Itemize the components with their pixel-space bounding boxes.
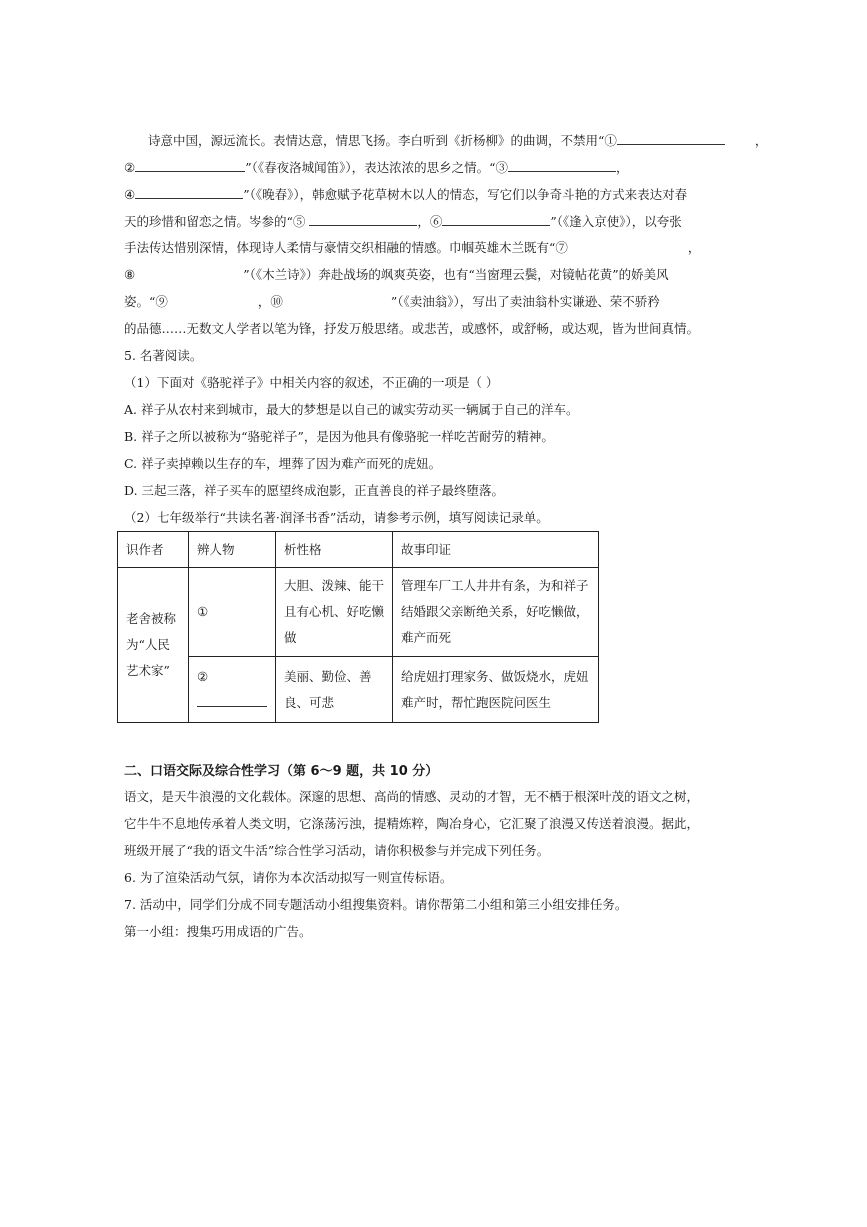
q5-option-c[interactable]: C. 祥子卖掉赖以生存的车，埋葬了因为难产而死的虎妞。: [124, 456, 442, 471]
poem-text: ”（《晚春》），韩愈赋予花草树木以人的情态，写它们以争奇斗艳的方式来表达对春: [243, 187, 688, 202]
poem-text: ，: [754, 133, 768, 148]
trait-cell: 大胆、泼辣、能干且有心机、好吃懒做: [276, 568, 393, 657]
poem-line-6: [124, 265, 669, 285]
reading-record-table: [117, 531, 599, 723]
q5-option-b[interactable]: B. 祥子之所以被称为“骆驼祥子”，是因为他具有像骆驼一样吃苦耐劳的精神。: [124, 429, 554, 444]
poem-line-2: [124, 157, 629, 178]
table-header-row: [118, 532, 599, 568]
header-cell: 析性格: [276, 532, 393, 568]
poem-text: ，⑩: [257, 294, 283, 309]
poem-line-1: [148, 130, 767, 151]
poem-line-3: [124, 184, 687, 205]
poem-text: ”（《卖油翁》），写出了卖油翁朴实谦逊、荣不骄矜: [390, 294, 660, 309]
header-cell: 故事印证: [393, 532, 599, 568]
poem-line-8: [124, 319, 699, 339]
person-cell[interactable]: [189, 657, 276, 723]
trait-cell: 美丽、勤俭、善良、可悲: [276, 657, 393, 723]
poem-text: ”（《逢入京使》），以夸张: [550, 214, 682, 229]
header-cell: 辨人物: [189, 532, 276, 568]
poem-text: ⑧: [124, 267, 136, 282]
q5-option-d[interactable]: D. 三起三落，祥子买车的愿望终成泡影，正直善良的祥子最终堕落。: [124, 483, 505, 498]
story-cell: 给虎妞打理家务、做饭烧水，虎妞难产时，帮忙跑医院问医生: [393, 657, 599, 723]
section-2-para-2: 它牛牛不息地传承着人类文明，它涤荡污浊，提精炼粹，陶冶身心，它汇聚了浪漫又传送着浪漫。据此，: [124, 816, 700, 831]
blank-5[interactable]: [309, 211, 417, 226]
person-blank[interactable]: [197, 692, 267, 707]
question-6: 6. 为了渲染活动气氛，请你为本次活动拟写一则宣传标语。: [124, 870, 453, 885]
poem-line-7: [124, 292, 660, 312]
poem-text: 诗意中国，源远流长。表情达意，情思飞扬。李白听到《折杨柳》的曲调，不禁用“①: [148, 133, 617, 148]
blank-3[interactable]: [508, 157, 616, 172]
author-cell: 老舍被称为“人民艺术家”: [118, 568, 189, 723]
blank-9[interactable]: [168, 292, 258, 306]
story-cell: 管理车厂工人井井有条，为和祥子结婚跟父亲断绝关系，好吃懒做，难产而死: [393, 568, 599, 657]
poem-text: ，⑥: [417, 214, 443, 229]
q5-title: 5. 名著阅读。: [124, 348, 203, 363]
poem-line-5: [124, 238, 700, 258]
group-1-task: 第一小组：搜集巧用成语的广告。: [124, 924, 312, 939]
table-row: [118, 657, 599, 723]
section-2-para-1: 语文，是天牛浪漫的文化载体。深邃的思想、高尚的情感、灵动的才智，无不栖于根深叶茂的语文之树，: [124, 789, 700, 804]
header-cell: 识作者: [118, 532, 189, 568]
poem-text: 姿。“⑨: [124, 294, 168, 309]
person-cell[interactable]: ①: [189, 568, 276, 657]
blank-8[interactable]: [135, 265, 243, 279]
poem-text: ”（《春夜洛城闻笛》），表达浓浓的思乡之情。“③: [245, 160, 509, 175]
table-row: [118, 568, 599, 657]
person-number: ②: [197, 668, 209, 684]
blank-10[interactable]: [283, 292, 391, 306]
poem-text: 手法传达惜别深情，体现诗人柔情与豪情交织相融的情感。巾帼英雄木兰既有“⑦: [124, 240, 568, 255]
q5-sub2: （2）七年级举行“共读名著·润泽书香”活动，请参考示例，填写阅读记录单。: [124, 510, 549, 525]
blank-2[interactable]: [135, 157, 245, 172]
poem-text: ”（《木兰诗》）奔赴战场的飒爽英姿，也有“当窗理云鬓，对镜帖花黄”的娇美风: [243, 267, 669, 282]
blank-7[interactable]: [568, 238, 688, 252]
poem-text: 天的珍惜和留恋之情。岑参的“⑤: [124, 214, 306, 229]
poem-text: ④: [124, 187, 136, 202]
poem-text: ②: [124, 160, 136, 175]
section-2-title: 二、口语交际及综合性学习（第 6～9 题，共 10 分）: [124, 764, 439, 779]
blank-6[interactable]: [442, 211, 550, 226]
q5-option-a[interactable]: A. 祥子从农村来到城市，最大的梦想是以自己的诚实劳动买一辆属于自己的洋车。: [124, 402, 579, 417]
poem-text: 的品德……无数文人学者以笔为锋，抒发万般思绪。或悲苦，或感怀，或舒畅，或达观，皆为世间真情。: [124, 321, 700, 336]
poem-text: ，: [616, 160, 629, 175]
q5-sub1: （1）下面对《骆驼祥子》中相关内容的叙述，不正确的一项是（ ）: [124, 375, 499, 390]
blank-4[interactable]: [135, 184, 243, 199]
blank-1[interactable]: [617, 130, 725, 145]
poem-line-4: [124, 211, 682, 232]
poem-text: ，: [687, 240, 701, 255]
question-7: 7. 活动中，同学们分成不同专题活动小组搜集资料。请你帮第二小组和第三小组安排任务。: [124, 897, 628, 912]
section-2-para-3: 班级开展了“我的语文牛活”综合性学习活动，请你积极参与并完成下列任务。: [124, 843, 550, 858]
